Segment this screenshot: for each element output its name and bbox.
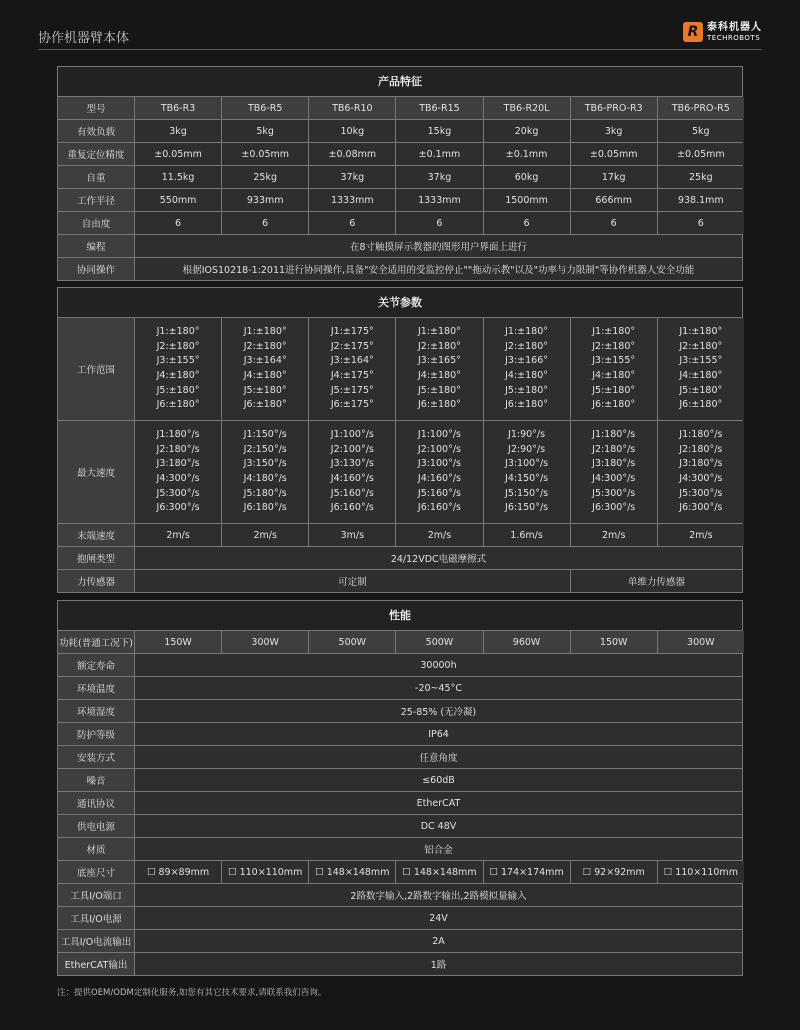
joint-speed-cell — [483, 421, 570, 523]
joint-range-cell — [570, 318, 657, 420]
joint-line: J1:±175° — [330, 326, 374, 338]
joint-line: J4:180°/s — [243, 473, 287, 484]
joint-line: J1:180°/s — [592, 429, 636, 441]
joint-line: J1:100°/s — [330, 429, 374, 441]
header-divider — [38, 49, 762, 50]
speed-row — [58, 421, 742, 524]
model-name: TB6-R5 — [221, 97, 308, 119]
joint-line: J4:±175° — [330, 370, 374, 381]
perf-value: 24V — [134, 907, 742, 929]
joint-line: J2:180°/s — [592, 443, 636, 455]
joint-line: J4:±180° — [417, 370, 461, 381]
power-value: 960W — [483, 631, 570, 653]
features-section — [57, 66, 743, 281]
model-row — [58, 97, 742, 120]
joint-line: J1:±180° — [417, 326, 461, 338]
joint-line: J1:180°/s — [679, 429, 723, 441]
joint-line: J2:90°/s — [508, 443, 546, 455]
collab-label: 协同操作 — [58, 258, 134, 280]
perf-row — [58, 723, 742, 746]
spec-value: 6 — [134, 212, 221, 234]
joint-line: J2:100°/s — [417, 443, 461, 455]
spec-value: 666mm — [570, 189, 657, 211]
power-value: 500W — [395, 631, 482, 653]
joint-line: J1:±180° — [592, 326, 636, 338]
joints-section-title: 关节参数 — [58, 288, 742, 318]
perf-value: 25-85% (无冷凝) — [134, 700, 742, 722]
joint-range-cell — [221, 318, 308, 420]
joint-line: J3:±165° — [417, 355, 461, 367]
joint-line: J2:150°/s — [243, 443, 287, 455]
joint-line: J2:±180° — [156, 340, 200, 352]
joint-line: J5:300°/s — [592, 487, 636, 499]
spec-value: ±0.05mm — [657, 143, 744, 165]
spec-value: ±0.1mm — [483, 143, 570, 165]
joint-speed-cell — [134, 421, 221, 523]
perf-row — [58, 746, 742, 769]
model-name: TB6-PRO-R3 — [570, 97, 657, 119]
base-value: ☐ 110×110mm — [221, 861, 308, 883]
joint-line: J2:±180° — [505, 340, 548, 352]
performance-section — [57, 600, 743, 976]
spec-value: 1333mm — [395, 189, 482, 211]
base-row — [58, 861, 742, 884]
joint-line: J3:±155° — [156, 355, 200, 367]
power-value: 300W — [221, 631, 308, 653]
power-label: 功耗(普通工况下) — [58, 631, 134, 653]
joint-line: J4:300°/s — [679, 473, 723, 484]
performance-section-title: 性能 — [58, 601, 742, 631]
joint-line: J4:±180° — [156, 370, 200, 381]
model-name: TB6-R3 — [134, 97, 221, 119]
base-value: ☐ 148×148mm — [395, 861, 482, 883]
joint-line: J5:±180° — [505, 384, 548, 396]
tip-speed-label: 末端速度 — [58, 524, 134, 546]
range-row — [58, 318, 742, 421]
perf-value: 铝合金 — [134, 838, 742, 860]
power-row — [58, 631, 742, 654]
tip-speed-value: 1.6m/s — [483, 524, 570, 546]
spec-value: 6 — [308, 212, 395, 234]
joint-line: J6:±180° — [505, 399, 548, 411]
tip-speed-value: 2m/s — [134, 524, 221, 546]
perf-label: 工具I/O电源 — [58, 907, 134, 929]
joint-line: J1:±180° — [679, 326, 723, 338]
joint-line: J3:180°/s — [592, 458, 636, 470]
joint-line: J6:160°/s — [417, 502, 461, 514]
joint-line: J5:±180° — [156, 384, 200, 396]
perf-label: 工具I/O端口 — [58, 884, 134, 906]
logo-cn-text: 泰科机器人 — [707, 21, 762, 33]
spec-value: 6 — [570, 212, 657, 234]
joint-line: J1:±180° — [156, 326, 200, 338]
model-name: TB6-R15 — [395, 97, 482, 119]
spec-row — [58, 120, 742, 143]
logo-mark-icon: R — [683, 22, 703, 42]
joint-line: J5:160°/s — [417, 487, 461, 499]
perf-label: EtherCAT输出 — [58, 953, 134, 975]
joint-line: J4:±180° — [592, 370, 636, 381]
model-name: TB6-PRO-R5 — [657, 97, 744, 119]
power-value: 150W — [134, 631, 221, 653]
spec-row — [58, 143, 742, 166]
joint-line: J6:160°/s — [330, 502, 374, 514]
joint-line: J6:150°/s — [505, 502, 549, 514]
joint-line: J5:±180° — [417, 384, 461, 396]
spec-value: 1500mm — [483, 189, 570, 211]
joint-line: J1:150°/s — [243, 429, 287, 441]
spec-row — [58, 212, 742, 235]
joint-line: J1:100°/s — [417, 429, 461, 441]
joint-line: J6:300°/s — [156, 502, 200, 514]
joint-speed-cell — [570, 421, 657, 523]
spec-value: 20kg — [483, 120, 570, 142]
page-title: 协作机器臂本体 — [38, 31, 130, 46]
joint-line: J5:300°/s — [679, 487, 723, 499]
tip-speed-value: 2m/s — [395, 524, 482, 546]
joint-line: J2:±175° — [330, 340, 374, 352]
model-name: TB6-R10 — [308, 97, 395, 119]
brake-value: 24/12VDC电磁摩擦式 — [134, 547, 742, 569]
joint-line: J3:150°/s — [243, 458, 287, 470]
perf-value: 2A — [134, 930, 742, 952]
joint-line: J2:±180° — [679, 340, 723, 352]
joint-line: J2:180°/s — [156, 443, 200, 455]
joint-speed-cell — [395, 421, 482, 523]
base-value: ☐ 89×89mm — [134, 861, 221, 883]
spec-label: 自重 — [58, 166, 134, 188]
model-name: TB6-R20L — [483, 97, 570, 119]
logo-en-text: TECHROBOTS — [707, 33, 761, 42]
joint-range-cell — [395, 318, 482, 420]
spec-value: 1333mm — [308, 189, 395, 211]
perf-row — [58, 838, 742, 861]
footnote: 注：提供OEM/ODM定制化服务,如您有其它技术要求,请联系我们咨询。 — [57, 988, 327, 998]
speed-label: 最大速度 — [58, 421, 134, 523]
joint-range-cell — [134, 318, 221, 420]
spec-label: 重复定位精度 — [58, 143, 134, 165]
base-value: ☐ 110×110mm — [657, 861, 744, 883]
force-value-main: 可定制 — [134, 570, 570, 592]
spec-value: 37kg — [395, 166, 482, 188]
spec-value: ±0.1mm — [395, 143, 482, 165]
perf-value: ≤60dB — [134, 769, 742, 791]
perf-row — [58, 700, 742, 723]
joint-line: J5:300°/s — [156, 487, 200, 499]
spec-value: 17kg — [570, 166, 657, 188]
perf-label: 供电电源 — [58, 815, 134, 837]
spec-value: 10kg — [308, 120, 395, 142]
spec-value: 6 — [395, 212, 482, 234]
perf-label: 材质 — [58, 838, 134, 860]
joint-line: J4:150°/s — [505, 473, 549, 484]
joint-speed-cell — [308, 421, 395, 523]
joint-line: J6:300°/s — [592, 502, 636, 514]
spec-value: 3kg — [134, 120, 221, 142]
base-value: ☐ 92×92mm — [570, 861, 657, 883]
joint-line: J1:±180° — [243, 326, 287, 338]
spec-row — [58, 166, 742, 189]
spec-value: 5kg — [221, 120, 308, 142]
base-value: ☐ 148×148mm — [308, 861, 395, 883]
perf-row — [58, 769, 742, 792]
power-value: 300W — [657, 631, 744, 653]
tip-speed-value: 3m/s — [308, 524, 395, 546]
joint-line: J3:100°/s — [417, 458, 461, 470]
joint-line: J5:180°/s — [243, 487, 287, 499]
joint-line: J6:±180° — [592, 399, 636, 411]
perf-row — [58, 654, 742, 677]
perf-value: 任意角度 — [134, 746, 742, 768]
joint-line: J4:±180° — [679, 370, 723, 381]
perf-row — [58, 884, 742, 907]
joint-line: J3:±155° — [679, 355, 723, 367]
perf-label: 噪音 — [58, 769, 134, 791]
brand-logo — [683, 22, 762, 42]
base-value: ☐ 174×174mm — [483, 861, 570, 883]
brake-row — [58, 547, 742, 570]
features-section-title: 产品特征 — [58, 67, 742, 97]
perf-label: 通讯协议 — [58, 792, 134, 814]
spec-row — [58, 189, 742, 212]
tip-speed-row — [58, 524, 742, 547]
joint-line: J6:±180° — [156, 399, 200, 411]
joint-line: J5:±180° — [592, 384, 636, 396]
joint-line: J1:90°/s — [508, 429, 546, 441]
tip-speed-value: 2m/s — [657, 524, 744, 546]
spec-value: 15kg — [395, 120, 482, 142]
perf-label: 额定寿命 — [58, 654, 134, 676]
perf-label: 安装方式 — [58, 746, 134, 768]
perf-row — [58, 930, 742, 953]
perf-label: 防护等级 — [58, 723, 134, 745]
joint-line: J3:±164° — [330, 355, 374, 367]
tip-speed-value: 2m/s — [221, 524, 308, 546]
perf-row — [58, 677, 742, 700]
spec-value: 550mm — [134, 189, 221, 211]
spec-value: 11.5kg — [134, 166, 221, 188]
joint-speed-cell — [657, 421, 744, 523]
force-label: 力传感器 — [58, 570, 134, 592]
perf-value: IP64 — [134, 723, 742, 745]
joint-line: J3:180°/s — [156, 458, 200, 470]
spec-value: ±0.05mm — [221, 143, 308, 165]
spec-value: 60kg — [483, 166, 570, 188]
joint-line: J3:130°/s — [330, 458, 374, 470]
joint-range-cell — [308, 318, 395, 420]
joint-line: J1:180°/s — [156, 429, 200, 441]
perf-value: 2路数字输入,2路数字输出,2路模拟量输入 — [134, 884, 742, 906]
joint-line: J2:100°/s — [330, 443, 374, 455]
joint-range-cell — [657, 318, 744, 420]
brake-label: 抱闸类型 — [58, 547, 134, 569]
programming-value: 在8寸触摸屏示教器的图形用户界面上进行 — [134, 235, 742, 257]
perf-value: 1路 — [134, 953, 742, 975]
joint-speed-cell — [221, 421, 308, 523]
perf-label: 环境湿度 — [58, 700, 134, 722]
collab-value: 根据IOS10218-1:2011进行协同操作,具备"安全适用的受监控停止""拖动示教"以及"功率与力限制"等协作机器人安全功能 — [134, 258, 742, 280]
power-value: 150W — [570, 631, 657, 653]
spec-label: 工作半径 — [58, 189, 134, 211]
base-label: 底座尺寸 — [58, 861, 134, 883]
spec-value: 25kg — [221, 166, 308, 188]
spec-value: 3kg — [570, 120, 657, 142]
joint-line: J5:±180° — [243, 384, 287, 396]
tip-speed-value: 2m/s — [570, 524, 657, 546]
perf-row — [58, 815, 742, 838]
joint-line: J4:160°/s — [330, 473, 374, 484]
joint-line: J2:±180° — [417, 340, 461, 352]
joint-line: J3:180°/s — [679, 458, 723, 470]
joint-line: J4:±180° — [243, 370, 287, 381]
force-value-pro: 单维力传感器 — [570, 570, 742, 592]
perf-value: -20~45°C — [134, 677, 742, 699]
spec-value: 933mm — [221, 189, 308, 211]
joint-line: J5:±180° — [679, 384, 723, 396]
joint-line: J4:160°/s — [417, 473, 461, 484]
spec-value: 37kg — [308, 166, 395, 188]
joint-line: J2:180°/s — [679, 443, 723, 455]
joint-line: J4:300°/s — [592, 473, 636, 484]
spec-value: 5kg — [657, 120, 744, 142]
spec-value: 25kg — [657, 166, 744, 188]
collab-row — [58, 258, 742, 280]
spec-value: 938.1mm — [657, 189, 744, 211]
spec-label: 自由度 — [58, 212, 134, 234]
spec-value: ±0.05mm — [570, 143, 657, 165]
perf-value: 30000h — [134, 654, 742, 676]
programming-row — [58, 235, 742, 258]
joint-line: J6:±175° — [330, 399, 374, 411]
spec-value: 6 — [221, 212, 308, 234]
power-value: 500W — [308, 631, 395, 653]
spec-label: 有效负载 — [58, 120, 134, 142]
joint-line: J2:±180° — [592, 340, 636, 352]
perf-label: 工具I/O电流输出 — [58, 930, 134, 952]
joint-line: J1:±180° — [505, 326, 548, 338]
joint-line: J6:±180° — [679, 399, 723, 411]
joint-line: J6:±180° — [243, 399, 287, 411]
perf-value: EtherCAT — [134, 792, 742, 814]
joint-line: J3:±164° — [243, 355, 287, 367]
joints-section — [57, 287, 743, 593]
joint-line: J5:160°/s — [330, 487, 374, 499]
joint-line: J3:±155° — [592, 355, 636, 367]
force-row — [58, 570, 742, 592]
spec-value: ±0.05mm — [134, 143, 221, 165]
joint-line: J6:±180° — [417, 399, 461, 411]
joint-range-cell — [483, 318, 570, 420]
perf-row — [58, 953, 742, 975]
perf-value: DC 48V — [134, 815, 742, 837]
spec-value: 6 — [483, 212, 570, 234]
joint-line: J2:±180° — [243, 340, 287, 352]
joint-line: J5:±175° — [330, 384, 374, 396]
model-label: 型号 — [58, 97, 134, 119]
perf-label: 环境温度 — [58, 677, 134, 699]
page-header — [0, 0, 800, 50]
joint-line: J5:150°/s — [505, 487, 549, 499]
joint-line: J3:±166° — [505, 355, 548, 367]
joint-line: J4:±180° — [505, 370, 548, 381]
programming-label: 编程 — [58, 235, 134, 257]
joint-line: J6:180°/s — [243, 502, 287, 514]
perf-row — [58, 792, 742, 815]
joint-line: J3:100°/s — [505, 458, 549, 470]
joint-line: J6:300°/s — [679, 502, 723, 514]
range-label: 工作范围 — [58, 318, 134, 420]
spec-value: 6 — [657, 212, 744, 234]
spec-value: ±0.08mm — [308, 143, 395, 165]
perf-row — [58, 907, 742, 930]
joint-line: J4:300°/s — [156, 473, 200, 484]
